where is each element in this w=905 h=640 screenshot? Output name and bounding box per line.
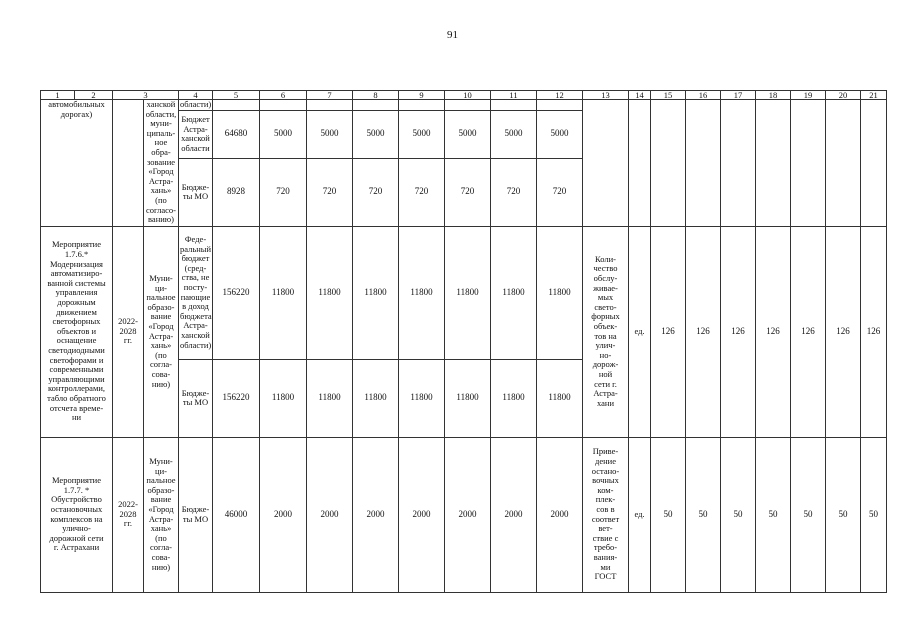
target-cell bbox=[721, 100, 756, 227]
value-cell: 5000 bbox=[445, 110, 491, 158]
value-cell: 5000 bbox=[353, 110, 399, 158]
funding-source: Бюдже- ты МО bbox=[179, 437, 213, 592]
unit-cell bbox=[629, 100, 651, 227]
target-cell bbox=[861, 100, 887, 227]
value-cell: 11800 bbox=[537, 359, 583, 437]
table-row bbox=[41, 226, 887, 359]
target-cell bbox=[756, 100, 791, 227]
target-cell: 126 bbox=[686, 226, 721, 437]
value-cell: 156220 bbox=[213, 359, 260, 437]
funding-source: области) bbox=[180, 99, 212, 109]
header-cell: 8 bbox=[353, 91, 399, 100]
target-cell: 126 bbox=[861, 226, 887, 437]
value-cell: 720 bbox=[445, 158, 491, 226]
header-cell: 13 bbox=[583, 91, 629, 100]
value-cell: 11800 bbox=[399, 359, 445, 437]
table-row bbox=[41, 100, 887, 111]
value-cell: 2000 bbox=[445, 437, 491, 592]
target-cell: 50 bbox=[756, 437, 791, 592]
target-cell bbox=[791, 100, 826, 227]
value-cell bbox=[260, 100, 307, 111]
value-cell bbox=[399, 100, 445, 111]
target-cell: 126 bbox=[651, 226, 686, 437]
value-cell: 11800 bbox=[260, 226, 307, 359]
header-cell: 15 bbox=[651, 91, 686, 100]
value-cell: 720 bbox=[491, 158, 537, 226]
header-cell: 14 bbox=[629, 91, 651, 100]
value-cell: 11800 bbox=[260, 359, 307, 437]
target-cell bbox=[826, 100, 861, 227]
value-cell: 5000 bbox=[260, 110, 307, 158]
target-cell bbox=[651, 100, 686, 227]
value-cell: 8928 bbox=[213, 158, 260, 226]
value-cell: 156220 bbox=[213, 226, 260, 359]
header-cell: 2 bbox=[75, 91, 113, 100]
value-cell: 5000 bbox=[491, 110, 537, 158]
executor-cell: Муни- ци- пальное образо- вание «Город Астра- хань» (по согла- сова- нию) bbox=[144, 226, 179, 437]
value-cell: 2000 bbox=[307, 437, 353, 592]
header-cell: 20 bbox=[826, 91, 861, 100]
value-cell: 11800 bbox=[537, 226, 583, 359]
measure-name: Мероприятие 1.7.7. * Обустройство остановочных комплексов на улично- дорожной сети г. Астрахани bbox=[41, 437, 113, 592]
funding-source: Бюдже- ты МО bbox=[179, 158, 213, 226]
executor-cell: ханской области, муни- ципаль- ное обра- зование «Город Астра- хань» (по согласо- ванию) bbox=[144, 100, 179, 227]
target-cell: 50 bbox=[686, 437, 721, 592]
budget-table bbox=[40, 90, 887, 593]
funding-source: Бюдже- ты МО bbox=[179, 359, 213, 437]
header-cell: 1 bbox=[41, 91, 75, 100]
table-row bbox=[41, 437, 887, 592]
value-cell: 11800 bbox=[491, 226, 537, 359]
value-cell: 11800 bbox=[353, 226, 399, 359]
period-cell bbox=[113, 100, 144, 227]
target-cell: 50 bbox=[721, 437, 756, 592]
unit-cell: ед. bbox=[629, 226, 651, 437]
header-cell: 12 bbox=[537, 91, 583, 100]
period-cell: 2022- 2028 гг. bbox=[113, 437, 144, 592]
header-cell: 4 bbox=[179, 91, 213, 100]
value-cell bbox=[537, 100, 583, 111]
value-cell: 2000 bbox=[353, 437, 399, 592]
period-cell: 2022- 2028 гг. bbox=[113, 226, 144, 437]
value-cell: 64680 bbox=[213, 110, 260, 158]
page-number: 91 bbox=[447, 29, 458, 41]
value-cell: 720 bbox=[399, 158, 445, 226]
value-cell: 5000 bbox=[537, 110, 583, 158]
target-cell: 126 bbox=[721, 226, 756, 437]
target-cell bbox=[686, 100, 721, 227]
header-cell: 21 bbox=[861, 91, 887, 100]
value-cell: 2000 bbox=[537, 437, 583, 592]
value-cell: 11800 bbox=[353, 359, 399, 437]
value-cell: 11800 bbox=[399, 226, 445, 359]
header-cell: 17 bbox=[721, 91, 756, 100]
value-cell bbox=[213, 100, 260, 111]
value-cell: 2000 bbox=[399, 437, 445, 592]
header-cell: 11 bbox=[491, 91, 537, 100]
value-cell: 46000 bbox=[213, 437, 260, 592]
value-cell bbox=[491, 100, 537, 111]
value-cell: 11800 bbox=[491, 359, 537, 437]
header-cell: 5 bbox=[213, 91, 260, 100]
target-cell: 50 bbox=[651, 437, 686, 592]
value-cell: 720 bbox=[260, 158, 307, 226]
executor-cell: Муни- ци- пальное образо- вание «Город Астра- хань» (по согла- сова- нию) bbox=[144, 437, 179, 592]
value-cell: 5000 bbox=[399, 110, 445, 158]
value-cell bbox=[307, 100, 353, 111]
target-cell: 126 bbox=[791, 226, 826, 437]
target-cell: 50 bbox=[826, 437, 861, 592]
value-cell: 11800 bbox=[445, 359, 491, 437]
indicator-cell: Приве- дение остано- вочных ком- плек- сов в соответ вет- ствие с требо- вания- ми ГОСТ bbox=[583, 437, 629, 592]
value-cell bbox=[353, 100, 399, 111]
header-row bbox=[41, 91, 887, 100]
value-cell: 720 bbox=[353, 158, 399, 226]
funding-source: Феде- ральный бюджет (сред- ства, не посту- пающие в доход бюджета Астра- ханской области) bbox=[179, 226, 213, 359]
value-cell: 720 bbox=[537, 158, 583, 226]
target-cell: 50 bbox=[861, 437, 887, 592]
measure-name: Мероприятие 1.7.6.* Модернизация автоматизиро- ванной системы управления дорожным движением светофорных объектов и оснащение светодиодными светофорами и современными управляющими контроллерами, табло обратного отсчета време- ни bbox=[41, 226, 113, 437]
unit-cell: ед. bbox=[629, 437, 651, 592]
value-cell: 11800 bbox=[307, 359, 353, 437]
target-cell: 126 bbox=[826, 226, 861, 437]
value-cell: 5000 bbox=[307, 110, 353, 158]
value-cell bbox=[445, 100, 491, 111]
header-cell: 6 bbox=[260, 91, 307, 100]
value-cell: 2000 bbox=[491, 437, 537, 592]
value-cell: 11800 bbox=[445, 226, 491, 359]
value-cell: 11800 bbox=[307, 226, 353, 359]
header-cell: 7 bbox=[307, 91, 353, 100]
target-cell: 126 bbox=[756, 226, 791, 437]
header-cell: 18 bbox=[756, 91, 791, 100]
header-cell: 16 bbox=[686, 91, 721, 100]
value-cell: 2000 bbox=[260, 437, 307, 592]
funding-source: Бюджет Астра- ханской области bbox=[179, 110, 213, 158]
target-cell: 50 bbox=[791, 437, 826, 592]
header-cell: 3 bbox=[113, 91, 179, 100]
value-cell: 720 bbox=[307, 158, 353, 226]
header-cell: 9 bbox=[399, 91, 445, 100]
indicator-cell: Коли- чество обслу- живае- мых свето- форных объек- тов на улич- но- дорож- ной сети г. Астра- хани bbox=[583, 226, 629, 437]
header-cell: 19 bbox=[791, 91, 826, 100]
measure-name: автомобильных дорогах) bbox=[41, 100, 113, 227]
indicator-cell bbox=[583, 100, 629, 227]
header-cell: 10 bbox=[445, 91, 491, 100]
